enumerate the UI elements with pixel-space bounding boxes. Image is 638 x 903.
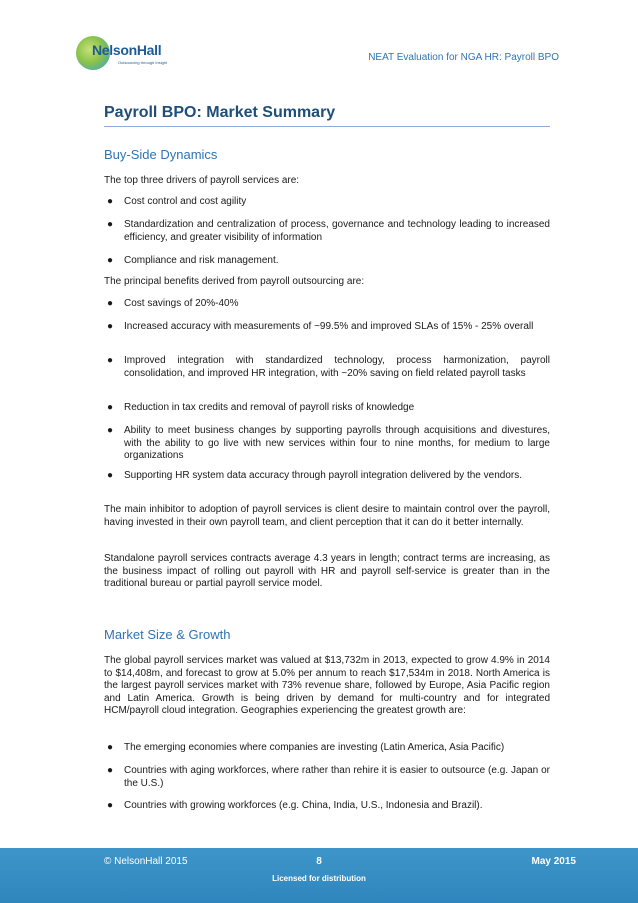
inhibitor-paragraph: The main inhibitor to adoption of payroll services is client desire to maintain control over the payroll, having invested in their own payroll team, and client perception that it can do it better internally. — [104, 504, 550, 528]
bullet-icon: ● — [107, 298, 114, 309]
list-item: ● Supporting HR system data accuracy through payroll integration delivered by the vendors. — [107, 470, 522, 481]
document-title: NEAT Evaluation for NGA HR: Payroll BPO — [368, 52, 559, 63]
list-item: ● Compliance and risk management. — [107, 255, 279, 266]
footer-page-number: 8 — [316, 856, 322, 867]
page-footer — [0, 848, 638, 903]
title-divider — [104, 126, 550, 127]
market-heading: Market Size & Growth — [104, 627, 231, 642]
list-item: ● Countries with aging workforces, where rather than rehire it is easier to outsource (e.g. Japan or the U.S.) — [107, 765, 550, 789]
bullet-icon: ● — [107, 402, 114, 413]
list-item: ● Reduction in tax credits and removal of payroll risks of knowledge — [107, 402, 415, 413]
bullet-icon: ● — [107, 219, 114, 230]
list-item: ● Ability to meet business changes by supporting payrolls through acquisitions and divestures, with the ability to go live with new services within four to nine months, for medium to large organizations — [107, 425, 550, 461]
bullet-icon: ● — [107, 255, 114, 266]
list-item: ● Cost savings of 20%-40% — [107, 298, 239, 309]
market-paragraph: The global payroll services market was valued at $13,732m in 2013, expected to grow 4.9% in 2014 to $14,408m, and forecast to grow at 5.0% per annum to reach $17,534m in 2018. North America is the largest payroll services market with 73% revenue share, followed by Europe, Asia Pacific region and Latin America. Growth is being driven by demand for multi-country and for integrated HCM/payroll cloud integration. Geographies experiencing the greatest growth are: — [104, 655, 550, 716]
bullet-icon: ● — [107, 321, 114, 332]
bullet-icon: ● — [107, 196, 114, 207]
list-item: ● Improved integration with standardized technology, process harmonization, payroll consolidation, and improved HR integration, with ~20% saving on field related payroll tasks — [107, 355, 550, 379]
bullet-icon: ● — [107, 765, 114, 776]
bullet-icon: ● — [107, 425, 114, 436]
logo-tagline: Outsourcing through Insight — [118, 60, 168, 65]
drivers-intro: The top three drivers of payroll services are: — [104, 175, 300, 186]
footer-date: May 2015 — [531, 856, 576, 867]
buy-side-heading: Buy-Side Dynamics — [104, 147, 218, 162]
nelsonhall-logo — [76, 36, 186, 70]
footer-copyright: © NelsonHall 2015 — [104, 856, 188, 867]
bullet-icon: ● — [107, 470, 114, 481]
list-item: ● Countries with growing workforces (e.g. China, India, U.S., Indonesia and Brazil). — [107, 800, 483, 811]
bullet-icon: ● — [107, 742, 114, 753]
bullet-icon: ● — [107, 355, 114, 366]
page-title: Payroll BPO: Market Summary — [104, 104, 336, 121]
list-item: ● Standardization and centralization of process, governance and technology leading to increased efficiency, and greater visibility of information — [107, 219, 550, 243]
footer-license: Licensed for distribution — [272, 874, 366, 883]
list-item: ● Cost control and cost agility — [107, 196, 247, 207]
bullet-icon: ● — [107, 800, 114, 811]
contracts-paragraph: Standalone payroll services contracts average 4.3 years in length; contract terms are increasing, as the business impact of rolling out payroll with HR and payroll self-service is greater than in the traditional bureau or partial payroll service model. — [104, 553, 550, 589]
benefits-intro: The principal benefits derived from payroll outsourcing are: — [104, 276, 365, 287]
list-item: ● The emerging economies where companies are investing (Latin America, Asia Pacific) — [107, 742, 505, 753]
list-item: ● Increased accuracy with measurements of ~99.5% and improved SLAs of 15% - 25% overall — [107, 321, 534, 332]
logo-text: NelsonHall — [92, 42, 162, 58]
